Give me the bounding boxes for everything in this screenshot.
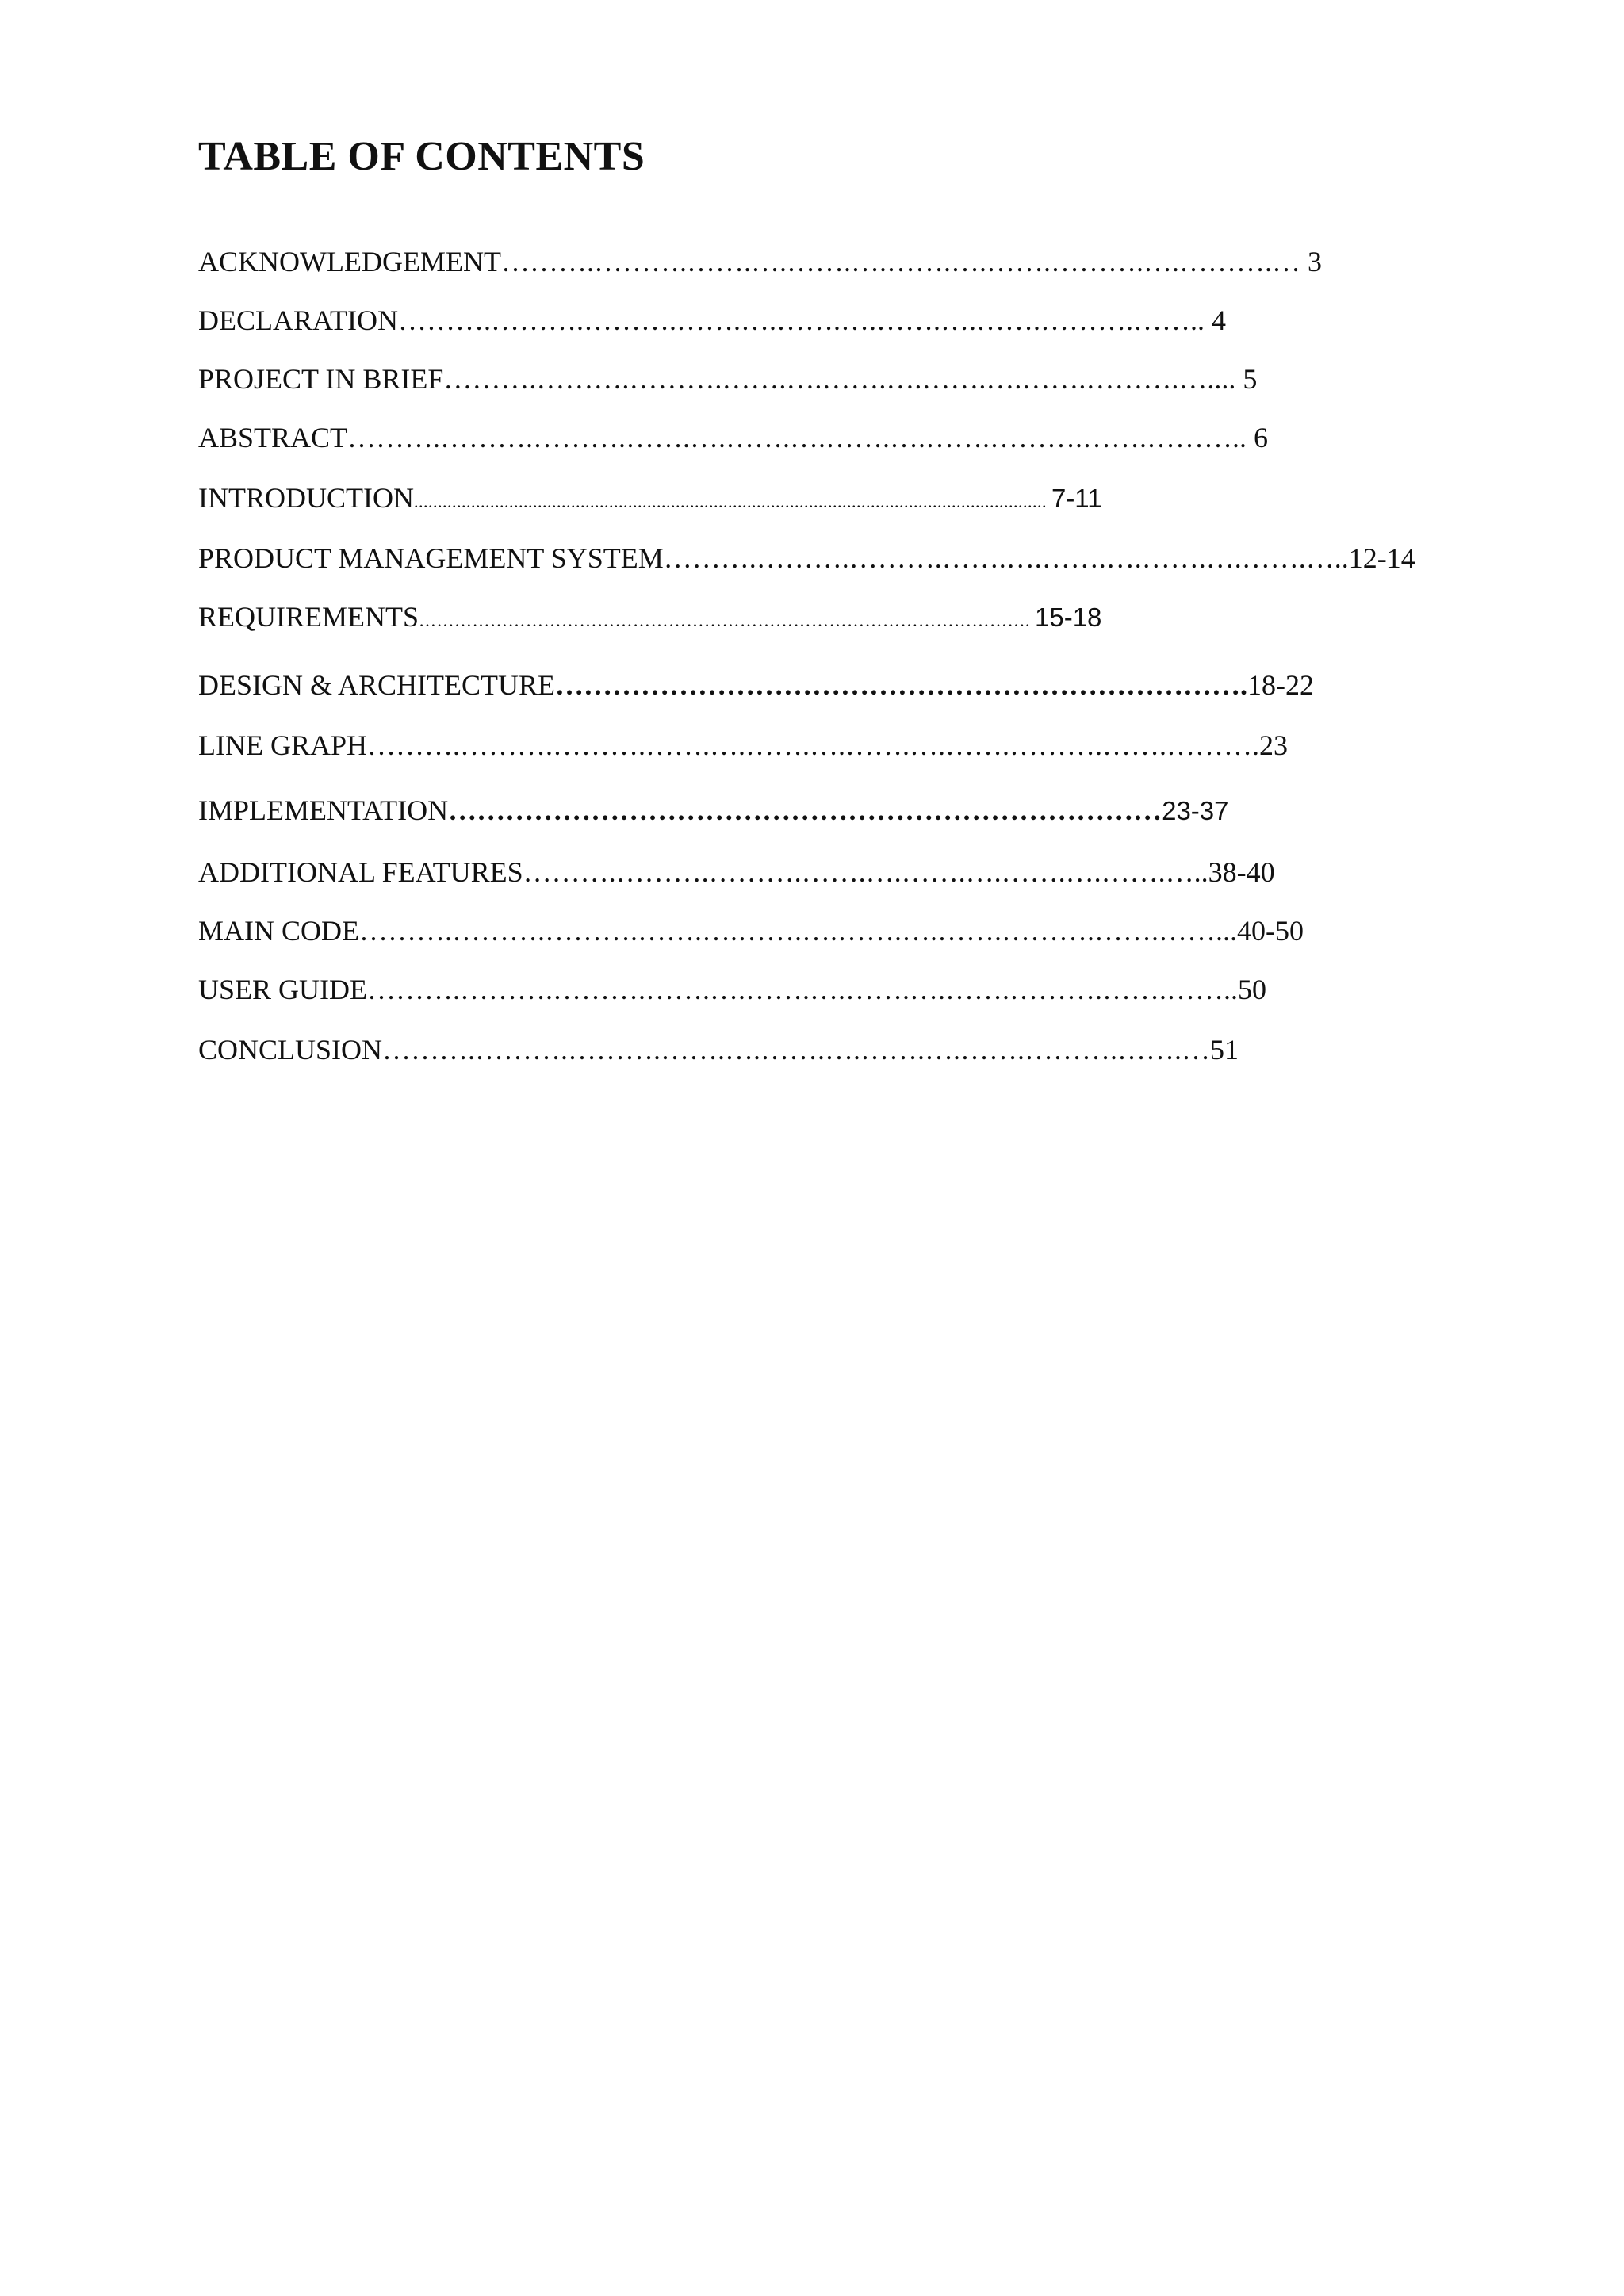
toc-entry-label: ACKNOWLEDGEMENT: [198, 246, 501, 277]
toc-entry-page: 6: [1254, 422, 1269, 453]
toc-entry-leader: ……….……….……….…….….…….….…….….…….……….…….……..: [367, 974, 1238, 1005]
toc-entry-declaration: [198, 298, 1226, 342]
toc-entry-page: 7-11: [1051, 484, 1102, 513]
toc-entry-label: LINE GRAPH: [198, 729, 367, 761]
toc-entry-page: 23: [1259, 729, 1288, 761]
toc-entry-page: 23-37: [1162, 796, 1229, 825]
toc-entry-page: 3: [1307, 246, 1322, 277]
toc-entry-label: DECLARATION: [198, 304, 398, 336]
toc-entry-label: USER GUIDE: [198, 974, 367, 1005]
toc-entry-leader: ……….……….…….….…….….…….….…….……….….……….…: [500, 246, 1308, 277]
toc-entry-leader: …………………………………………………………………: [448, 794, 1162, 826]
toc-entry-page: 5: [1243, 363, 1258, 395]
toc-entry-product-management-system: [198, 536, 1415, 580]
toc-entry-leader: ……….……….……….…….….…….….…….….…….……….……..: [397, 304, 1212, 336]
toc-entry-label: INTRODUCTION: [198, 482, 414, 514]
toc-entry-leader: ……………………………………………………………….: [555, 669, 1247, 701]
toc-entry-leader: ……….……….……….…….….…….….…….….…….……….…….……...: [359, 915, 1237, 947]
toc-entry-page: 50: [1238, 974, 1266, 1005]
toc-entry-leader: ……….……….……….…….….…….….…….….…….……….…….……….: [367, 729, 1259, 761]
toc-entry-main-code: [198, 909, 1304, 953]
toc-entry-label: IMPLEMENTATION: [198, 794, 449, 826]
toc-entry-label: PRODUCT MANAGEMENT SYSTEM: [198, 542, 664, 574]
toc-entry-implementation: [198, 788, 1229, 832]
toc-entry-leader: ……….……….……….…….….…….….…….….…….……….…….…: [382, 1034, 1211, 1066]
toc-entry-conclusion: [198, 1027, 1239, 1072]
toc-entry-page: 12-14: [1348, 542, 1415, 574]
toc-entry-label: ADDITIONAL FEATURES: [198, 856, 523, 888]
toc-entry-page: 4: [1211, 304, 1226, 336]
toc-entry-page: 38-40: [1208, 856, 1275, 888]
toc-entry-requirements: [198, 595, 1101, 639]
toc-entry-design-architecture: [198, 663, 1314, 707]
toc-entry-label: ABSTRACT: [198, 422, 348, 453]
toc-entry-additional-features: [198, 850, 1275, 894]
toc-entry-leader: ……….……….……….…….….…….….…….….…….……….…….………..: [347, 422, 1254, 453]
toc-entry-label: REQUIREMENTS: [198, 601, 419, 633]
toc-entry-leader: .....................................................................................................................................: [413, 492, 1051, 511]
toc-entry-leader: ………………………………………………………………………………………….: [419, 610, 1035, 630]
toc-entry-leader: ……….……….……….…….….…….….…….….…….…..: [523, 856, 1208, 888]
toc-entry-label: MAIN CODE: [198, 915, 359, 947]
toc-entry-label: PROJECT IN BRIEF: [198, 363, 444, 395]
toc-entry-page: 40-50: [1237, 915, 1304, 947]
toc-entry-introduction: [198, 476, 1102, 520]
page-title: TABLE OF CONTENTS: [198, 134, 645, 179]
toc-entry-project-in-brief: [198, 357, 1257, 401]
toc-entry-label: CONCLUSION: [198, 1034, 383, 1066]
toc-entry-leader: ……….……….……….…….….…….….…….….…….……….…....: [443, 363, 1243, 395]
toc-entry-acknowledgement: [198, 239, 1322, 284]
toc-entry-label: DESIGN & ARCHITECTURE: [198, 669, 555, 701]
toc-entry-leader: ……….……….……….…….….…….….…….….…….…..: [663, 542, 1349, 574]
toc-entry-user-guide: [198, 967, 1266, 1012]
toc-entry-page: 15-18: [1035, 603, 1102, 632]
toc-entry-line-graph: [198, 723, 1288, 767]
toc-entry-page: 18-22: [1247, 669, 1314, 701]
toc-entry-abstract: [198, 415, 1268, 460]
toc-entry-page: 51: [1210, 1034, 1239, 1066]
